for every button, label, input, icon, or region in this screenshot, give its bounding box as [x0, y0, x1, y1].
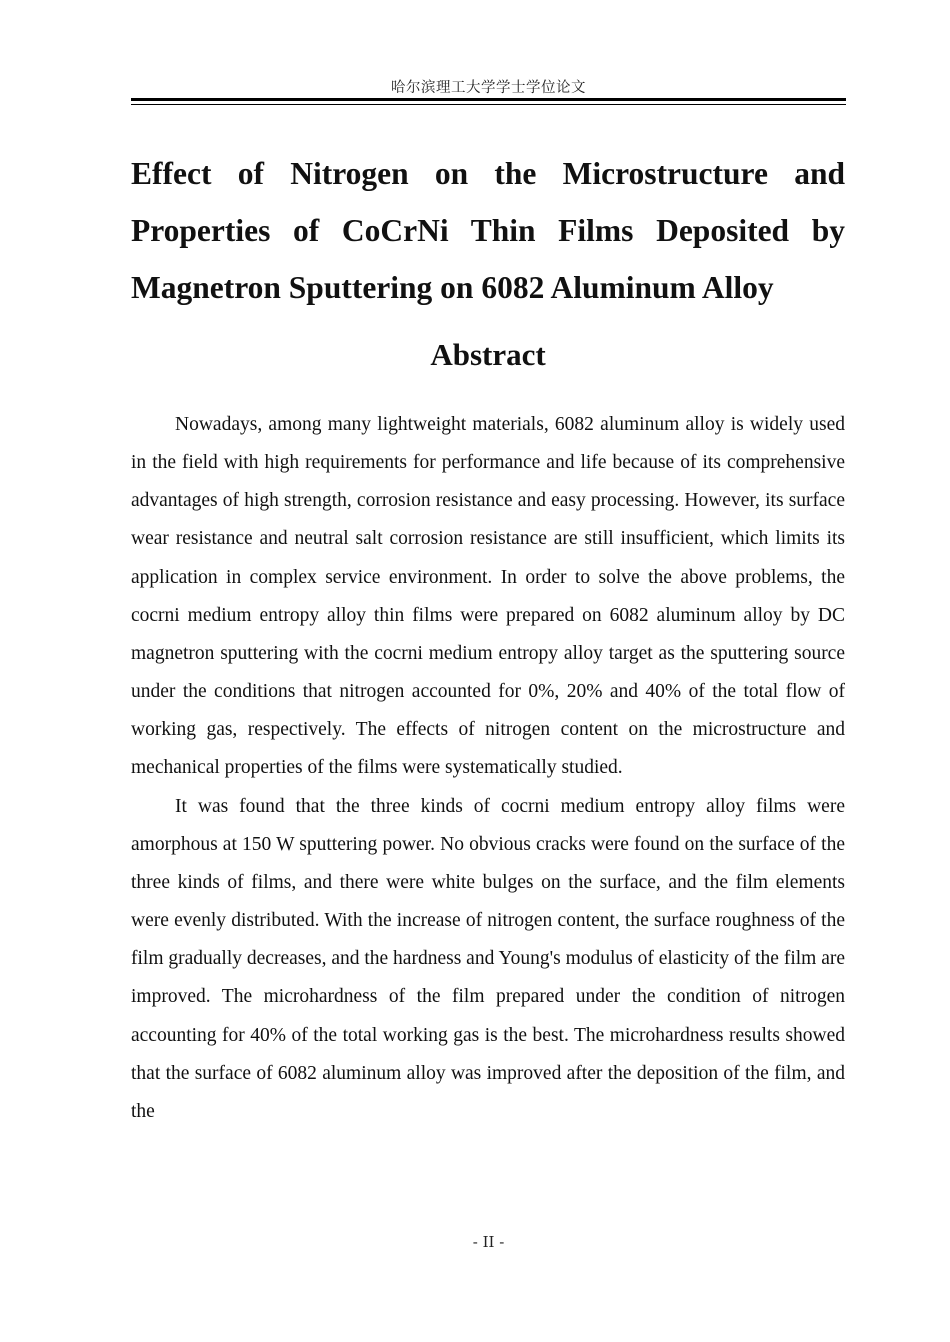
abstract-paragraph-2: It was found that the three kinds of cocrni medium entropy alloy films were amorphous at 150 W sputtering power. No obvious cracks were found on the surface of the three kinds of films, and there were white bulges on the surface, and the film elements were evenly distributed. With the increase of nitrogen content, the surface roughness of the film gradually decreases, and the hardness and Young's modulus of elasticity of the film are improved. The microhardness of the film prepared under the condition of nitrogen accounting for 40% of the total working gas is the best. The microhardness results showed that the surface of 6082 aluminum alloy was improved after the deposition of the film, and the — [131, 795, 846, 1122]
running-header: 哈尔滨理工大学学士学位论文 — [391, 80, 586, 96]
abstract-body — [131, 406, 845, 1131]
thesis-title: Effect of Nitrogen on the Microstructure and Properties of CoCrNi Thin Films Deposited by Magnetron Sputtering on 6082 Aluminum Alloy — [131, 156, 845, 305]
header-divider — [131, 98, 846, 105]
abstract-paragraph-1: Nowadays, among many lightweight materials, 6082 aluminum alloy is widely used in the field with high requirements for performance and life because of its comprehensive advantages of high strength, corrosion resistance and easy processing. However, its surface wear resistance and neutral salt corrosion resistance are still insufficient, which limits its application in complex service environment. In order to solve the above problems, the cocrni medium entropy alloy thin films were prepared on 6082 aluminum alloy by DC magnetron sputtering with the cocrni medium entropy alloy target as the sputtering source under the conditions that nitrogen accounted for 0%, 20% and 40% of the total flow of working gas, respectively. The effects of nitrogen content on the microstructure and mechanical properties of the films were systematically studied. — [131, 414, 845, 779]
page-number: - II - — [472, 1233, 505, 1251]
abstract-heading: Abstract — [430, 337, 546, 372]
